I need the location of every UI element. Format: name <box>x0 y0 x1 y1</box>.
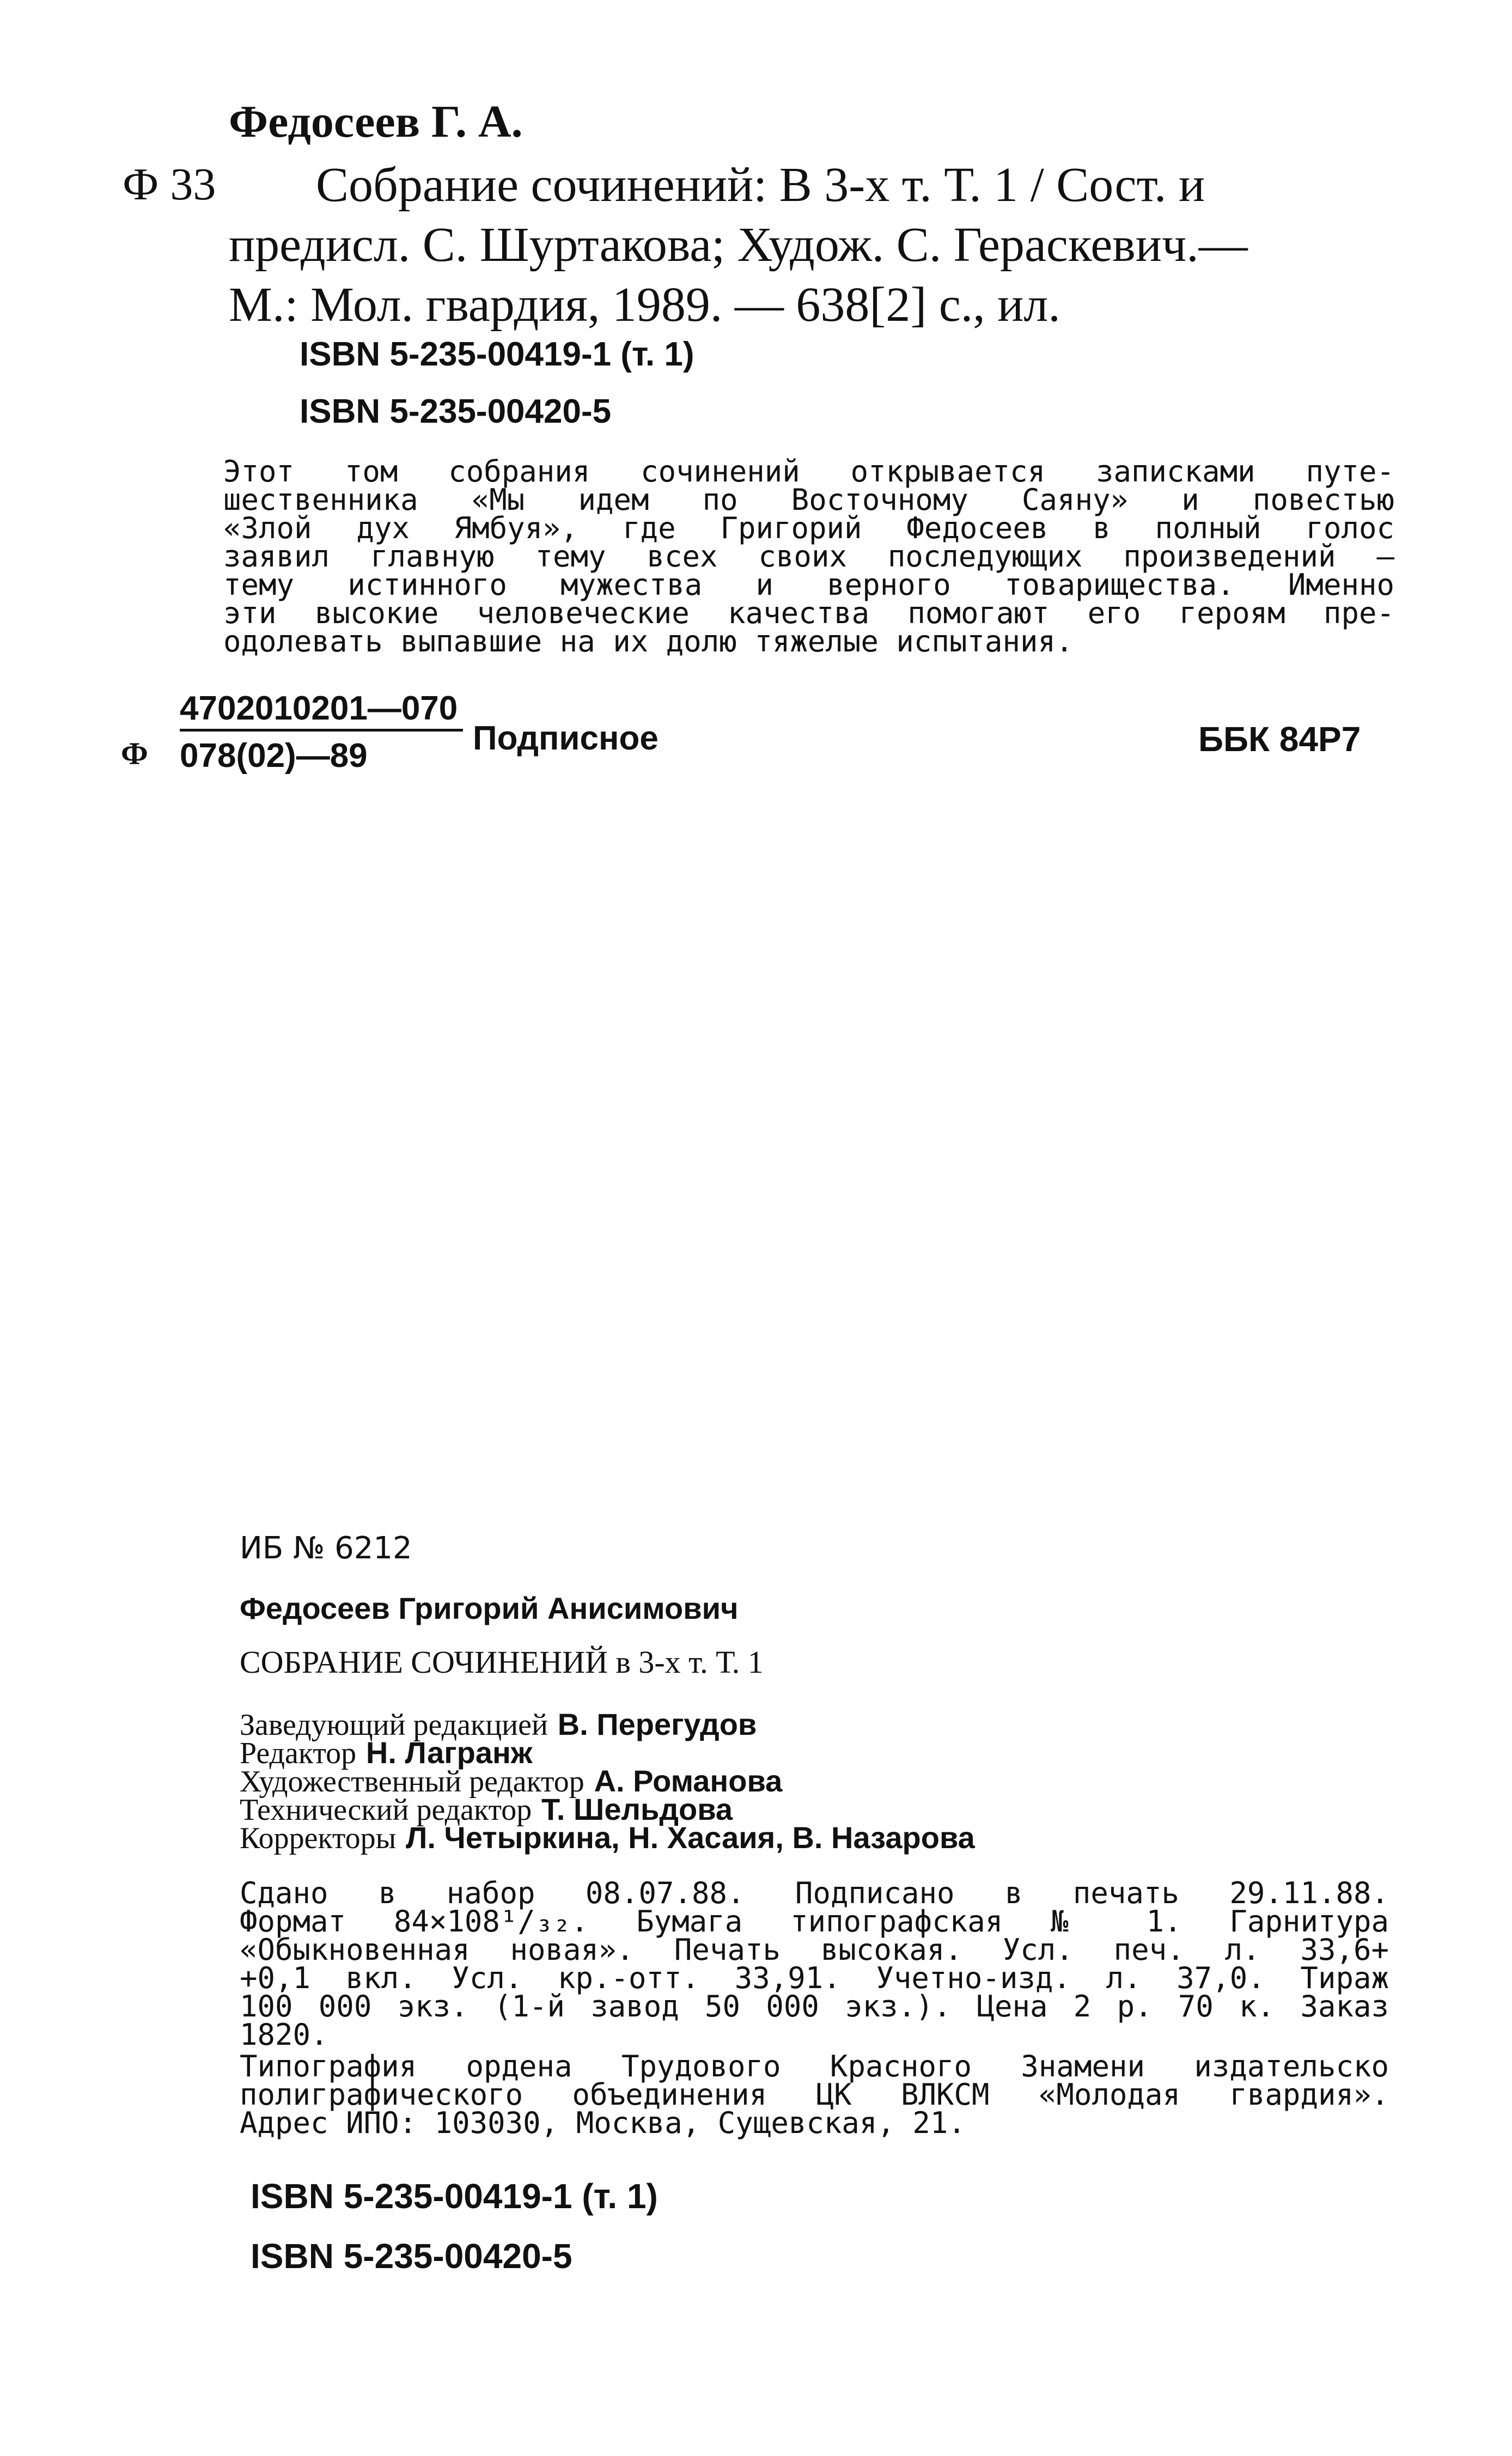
staff-person: Л. Четыркина, Н. Хасаия, В. Назарова <box>406 1820 975 1855</box>
ib-number: ИБ № 6212 <box>240 1531 412 1566</box>
bbk-code: ББК 84Р7 <box>1198 720 1361 759</box>
bibliographic-description-line: М.: Мол. гвардия, 1989. — 638[2] с., ил. <box>229 278 1060 332</box>
printer-paragraph <box>240 2049 1389 2140</box>
annotation-paragraph <box>223 454 1394 659</box>
print-details-line: Сдано в набор 08.07.88. Подписано в печать 29.11.88. <box>240 1876 1389 1910</box>
print-details-line: 100 000 экз. (1-й завод 50 000 экз.). Цена 2 р. 70 к. Заказ 1820. <box>240 1989 1389 2052</box>
staff-role: Заведующий редакцией <box>240 1708 548 1742</box>
staff-role: Корректоры <box>240 1821 397 1855</box>
print-details-line: +0,1 вкл. Усл. кр.-отт. 33,91. Учетно-изд. л. 37,0. Тираж <box>240 1961 1389 1995</box>
staff-role: Художественный редактор <box>240 1765 584 1799</box>
staff-role: Редактор <box>240 1736 357 1770</box>
staff-person: А. Романова <box>594 1764 783 1798</box>
annotation-line: Этот том собрания сочинений открывается записками путе- <box>223 454 1394 489</box>
author-full-name: Федосеев Григорий Анисимович <box>240 1591 739 1625</box>
staff-credit <box>240 1820 975 1856</box>
annotation-line: шественника «Мы идем по Восточному Саяну» и повестью <box>223 483 1394 517</box>
staff-person: Н. Лагранж <box>365 1735 533 1770</box>
author-heading: Федосеев Г. А. <box>229 96 523 147</box>
isbn-set-bottom: ISBN 5-235-00420-5 <box>251 2236 572 2276</box>
staff-person: В. Перегудов <box>557 1707 757 1741</box>
fraction-rule <box>180 729 463 732</box>
subscription-label: Подписное <box>473 720 659 757</box>
isbn-set: ISBN 5-235-00420-5 <box>300 393 612 430</box>
staff-person: Т. Шельдова <box>541 1792 733 1826</box>
annotation-line: одолевать выпавшие на их долю тяжелые испытания. <box>223 624 1074 659</box>
printer-line: Адрес ИПО: 103030, Москва, Сущевская, 21. <box>240 2106 966 2140</box>
printer-line: Типография ордена Трудового Красного Знамени издательско <box>240 2049 1389 2083</box>
annotation-line: тему истинного мужества и верного товарищества. Именно <box>223 568 1394 602</box>
index-code-denominator: 078(02)—89 <box>180 737 368 775</box>
isbn-volume-bottom: ISBN 5-235-00419-1 (т. 1) <box>251 2177 658 2216</box>
index-code-numerator: 4702010201—070 <box>180 690 458 727</box>
annotation-line: эти высокие человеческие качества помогают его героям пре- <box>223 596 1394 630</box>
book-title-line: СОБРАНИЕ СОЧИНЕНИЙ в 3-х т. Т. 1 <box>240 1644 764 1680</box>
index-phi-letter: Ф <box>121 736 148 771</box>
print-details-line: Формат 84×108¹/₃₂. Бумага типографская № 1. Гарнитура <box>240 1904 1389 1939</box>
annotation-line: заявил главную тему всех своих последующих произведений — <box>223 539 1394 574</box>
annotation-line: «Злой дух Ямбуя», где Григорий Федосеев в полный голос <box>223 511 1394 545</box>
print-details-paragraph <box>240 1876 1389 2052</box>
bibliographic-description-line: предисл. С. Шуртакова; Худож. С. Гераскевич.— <box>229 218 1248 272</box>
printer-line: полиграфического объединения ЦК ВЛКСМ «Молодая гвардия». <box>240 2077 1389 2112</box>
print-details-line: «Обыкновенная новая». Печать высокая. Усл. печ. л. 33,6+ <box>240 1933 1389 1967</box>
class-code: Ф 33 <box>123 159 216 210</box>
isbn-volume: ISBN 5-235-00419-1 (т. 1) <box>300 336 694 373</box>
bibliographic-description-line: Собрание сочинений: В 3-х т. Т. 1 / Сост. и <box>316 158 1205 212</box>
staff-role: Технический редактор <box>240 1793 532 1827</box>
